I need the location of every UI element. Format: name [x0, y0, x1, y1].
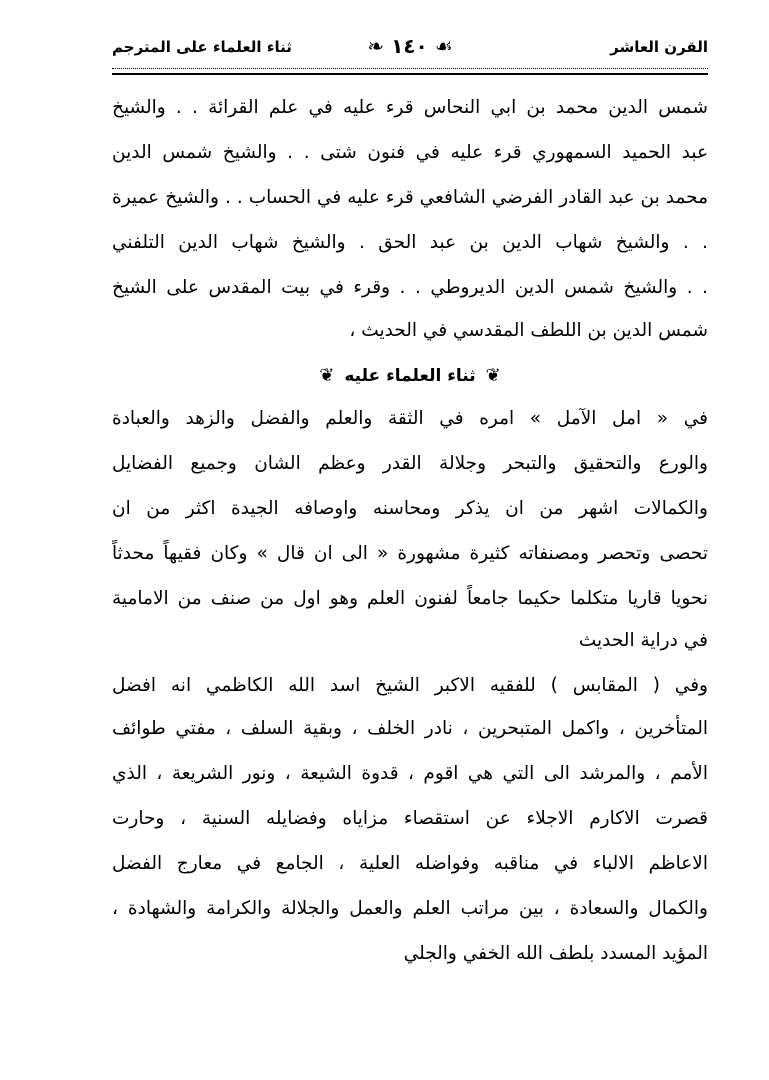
section-heading [112, 353, 708, 398]
text-line: نحويا قاريا متكلما حكيما جامعاً لفنون العلم وهو اول من صنف من الامامية [112, 588, 708, 609]
text-line: الاعاظم الالباء في مناقبه وفواضله العلية ، الجامع في معارج الفضل [112, 853, 708, 874]
text-line: عبد الحميد السمهوري قرء عليه في فنون شتى . . والشيخ شمس الدين [112, 142, 708, 163]
header-page-number-group [367, 34, 452, 58]
text-line: المؤيد المسدد بلطف الله الخفي والجلي [403, 943, 708, 964]
text-line: قصرت الاكارم الاجلاء عن استقصاء مزاياه وفضايله السنية ، وحارت [112, 808, 708, 829]
text-line: محمد بن عبد القادر الفرضي الشافعي قرء عليه في الحساب . . والشيخ عميرة [112, 187, 708, 208]
header-section: ثناء العلماء على المترجم [112, 38, 292, 56]
text-line: والكمالات اشهر من ان يذكر ومحاسنه واوصافه الجيدة اكثر من ان [112, 498, 708, 519]
text-line: شمس الدين محمد بن ابي النحاس قرء عليه في علم القرائة . . والشيخ [112, 97, 708, 118]
text-line: المتأخرين ، واكمل المتبحرين ، نادر الخلف ، وبقية السلف ، مفتي طوائف [112, 718, 708, 739]
text-line: شمس الدين بن اللطف المقدسي في الحديث ، [349, 320, 708, 341]
section-heading-text: ثناء العلماء عليه [344, 366, 476, 386]
ornament-icon: ☙ [427, 34, 453, 58]
header-rule [112, 68, 708, 75]
text-line: تحصى وتحصر ومصنفاته كثيرة مشهورة « الى ان قال » وكان فقيهاً محدثاً [112, 543, 708, 564]
ornament-icon: ❦ [319, 365, 335, 386]
text-line: والورع والتحقيق والتبحر وجلالة القدر وعظم الشان وجميع الفضايل [112, 453, 708, 474]
text-line: في « امل الآمل » امره في الثقة والعلم والفضل والزهد والعبادة [112, 408, 708, 429]
text-line: في دراية الحديث [578, 630, 708, 651]
ornament-icon: ❧ [367, 34, 392, 58]
text-line: . . والشيخ شهاب الدين بن عبد الحق . والشيخ شهاب الدين التلفني [112, 232, 708, 253]
header-chapter: القرن العاشر [610, 38, 708, 56]
ornament-icon: ❦ [485, 365, 501, 386]
text-line: الأمم ، والمرشد الى التي هي اقوم ، قدوة الشيعة ، ونور الشريعة ، الذي [112, 763, 708, 784]
page-number: ١٤٠ [391, 34, 428, 58]
running-header [112, 34, 708, 62]
text-line: والكمال والسعادة ، بين مراتب العلم والعمل والجلالة والكرامة والشهادة ، [112, 898, 708, 919]
text-line: . . والشيخ شمس الدين الديروطي . . وقرء في بيت المقدس على الشيخ [112, 277, 708, 298]
text-line: وفي ( المقابس ) للفقيه الاكبر الشيخ اسد الله الكاظمي انه افضل [112, 675, 708, 696]
